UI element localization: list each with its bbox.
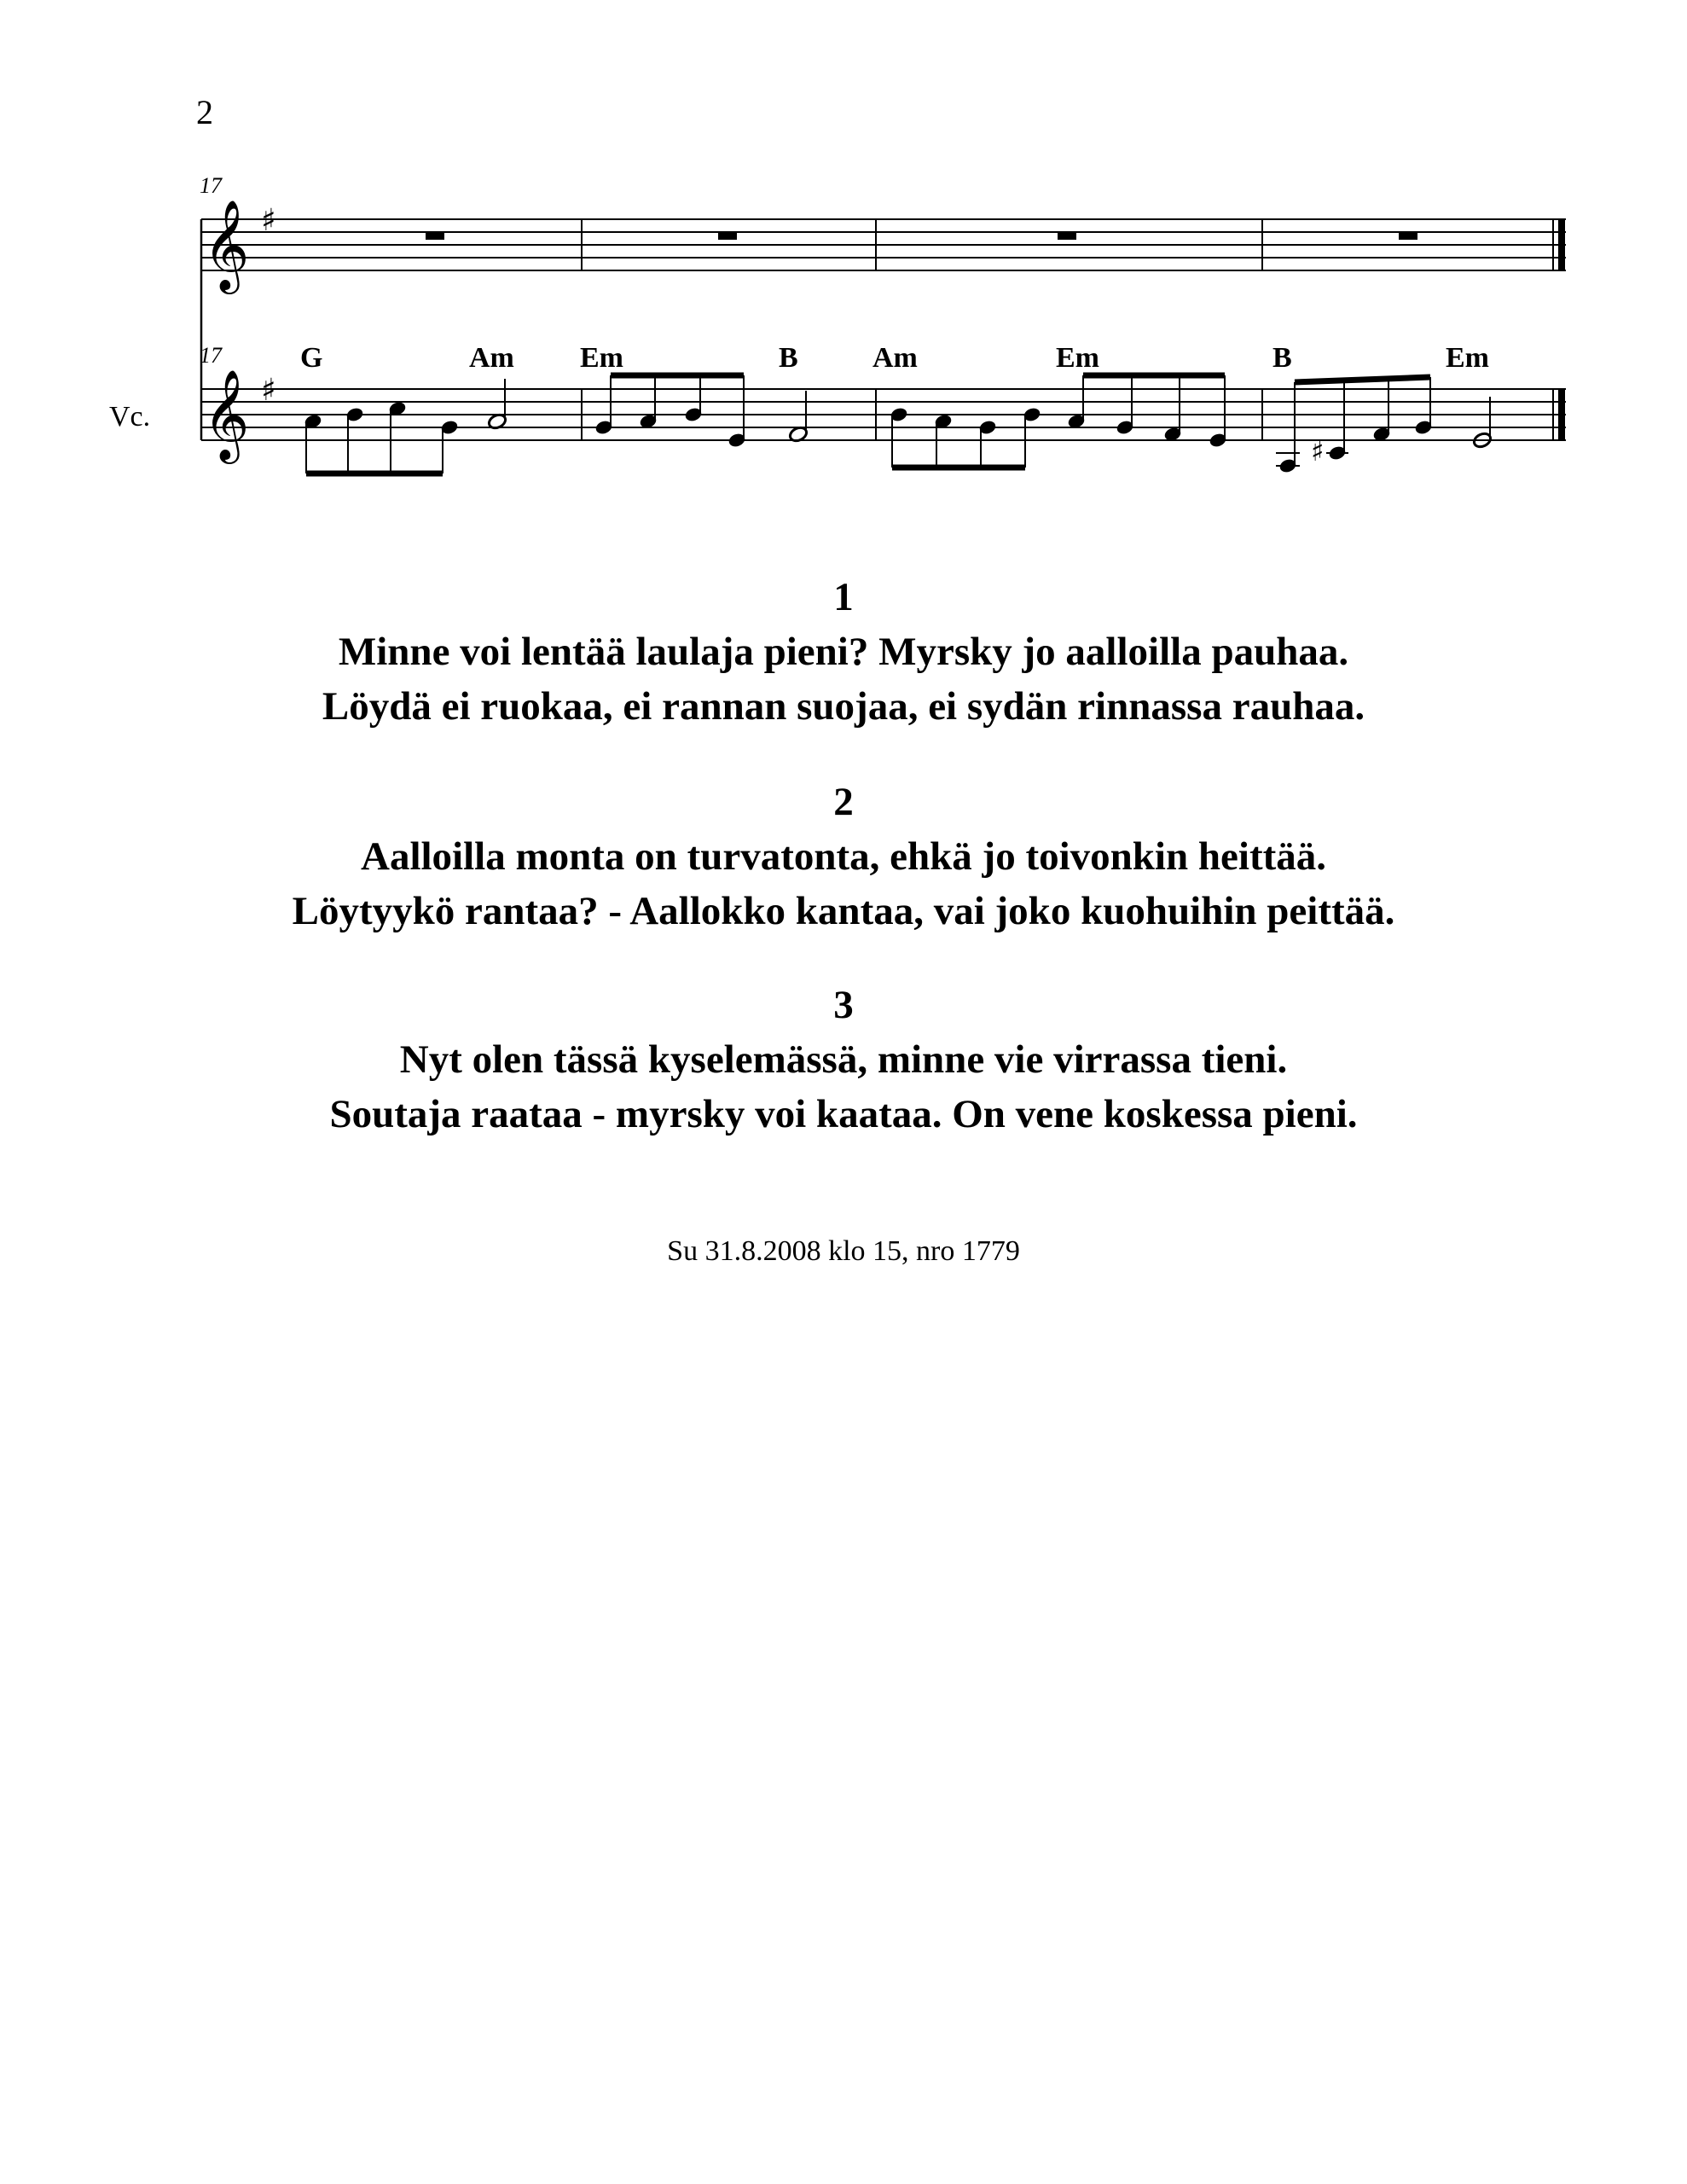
music-score [0, 0, 1687, 529]
chord-symbol: B [779, 342, 798, 374]
chord-symbol: Em [1056, 342, 1099, 374]
top-staff [201, 219, 1566, 270]
sharp-accidental-icon: ♯ [1311, 435, 1325, 468]
lyric-line: Löytyykö rantaa? - Aallokko kantaa, vai joko kuohuihin peittää. [292, 889, 1395, 933]
measure-4-notes [1276, 377, 1493, 473]
chord-symbol: B [1272, 342, 1292, 374]
sharp-key-signature-icon: ♯ [261, 203, 276, 238]
lyric-line: Soutaja raataa - myrsky voi kaataa. On vene koskessa pieni. [329, 1092, 1358, 1136]
chord-symbol: Am [872, 342, 918, 374]
chord-symbol: Em [1446, 342, 1489, 374]
stanza-number: 1 [833, 575, 854, 619]
measure-1-notes [304, 379, 507, 473]
measure-number-bottom: 17 [200, 343, 222, 368]
stanza-number: 3 [833, 983, 854, 1027]
lyric-line: Aalloilla monta on turvatonta, ehkä jo toivonkin heittää. [361, 834, 1326, 879]
chord-symbol: Am [469, 342, 514, 374]
treble-clef-icon: 𝄞 [203, 199, 250, 290]
instrument-label: Vc. [109, 401, 151, 433]
measure-number-top: 17 [200, 173, 222, 198]
footer-date-text: Su 31.8.2008 klo 15, nro 1779 [667, 1235, 1020, 1267]
lyrics-stanza-1 [0, 570, 1687, 734]
whole-rest-icon [1058, 232, 1076, 240]
treble-clef-icon: 𝄞 [203, 369, 250, 460]
lyric-line: Minne voi lentää laulaja pieni? Myrsky jo aalloilla pauhaa. [338, 630, 1349, 674]
lyric-line: Nyt olen tässä kyselemässä, minne vie virrassa tieni. [399, 1037, 1288, 1082]
sharp-key-signature-icon: ♯ [261, 373, 276, 408]
top-staff-rests [426, 232, 1417, 240]
whole-rest-icon [426, 232, 444, 240]
chord-symbol: Em [580, 342, 623, 374]
lyrics-stanza-2 [0, 775, 1687, 938]
notes [304, 375, 1493, 473]
lyric-line: Löydä ei ruokaa, ei rannan suojaa, ei sydän rinnassa rauhaa. [322, 684, 1365, 729]
chord-symbol: G [300, 342, 323, 374]
whole-rest-icon [1399, 232, 1417, 240]
measure-2-notes [594, 375, 809, 448]
bottom-staff [201, 389, 1566, 440]
lyrics-stanza-3 [0, 978, 1687, 1141]
whole-rest-icon [718, 232, 737, 240]
page-number: 2 [196, 93, 213, 131]
stanza-number: 2 [833, 780, 854, 824]
